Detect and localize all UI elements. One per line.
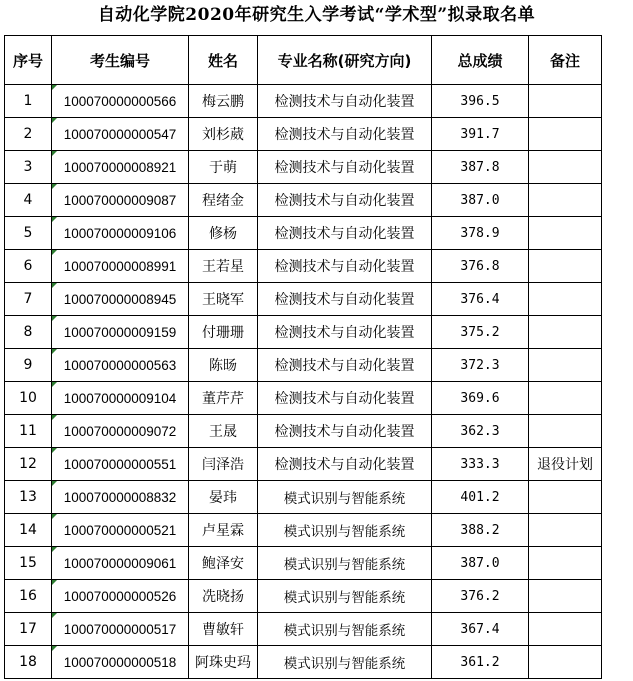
- cell-note: [529, 481, 602, 514]
- table-row: [5, 151, 602, 184]
- cell-name: 卢星霖: [189, 514, 258, 547]
- cell-note: [529, 217, 602, 250]
- cell-major: 模式识别与智能系统: [258, 514, 432, 547]
- cell-note: [529, 382, 602, 415]
- header-score: 总成绩: [432, 36, 529, 85]
- cell-name: 梅云鹏: [189, 85, 258, 118]
- table-row: [5, 349, 602, 382]
- cell-no: 10: [5, 382, 52, 415]
- cell-name: 王晟: [189, 415, 258, 448]
- table-row: [5, 514, 602, 547]
- cell-major: 检测技术与自动化装置: [258, 184, 432, 217]
- table-row: [5, 481, 602, 514]
- cell-score: 376.2: [432, 580, 529, 613]
- cell-no: 14: [5, 514, 52, 547]
- cell-no: 11: [5, 415, 52, 448]
- cell-exam-id: 100070000000526: [52, 580, 189, 613]
- cell-name: 冼晓扬: [189, 580, 258, 613]
- cell-exam-id: 100070000008921: [52, 151, 189, 184]
- header-row: [5, 36, 602, 85]
- cell-score: 376.4: [432, 283, 529, 316]
- cell-note: [529, 250, 602, 283]
- cell-major: 检测技术与自动化装置: [258, 415, 432, 448]
- cell-no: 16: [5, 580, 52, 613]
- cell-exam-id: 100070000009072: [52, 415, 189, 448]
- cell-score: 387.0: [432, 184, 529, 217]
- cell-score: 362.3: [432, 415, 529, 448]
- cell-exam-id: 100070000000521: [52, 514, 189, 547]
- cell-note: [529, 85, 602, 118]
- cell-name: 陈旸: [189, 349, 258, 382]
- table-row: [5, 448, 602, 481]
- cell-no: 5: [5, 217, 52, 250]
- table-row: [5, 415, 602, 448]
- cell-name: 程绪金: [189, 184, 258, 217]
- cell-no: 3: [5, 151, 52, 184]
- cell-name: 于萌: [189, 151, 258, 184]
- table-row: [5, 316, 602, 349]
- cell-name: 董芹芹: [189, 382, 258, 415]
- cell-no: 18: [5, 646, 52, 679]
- table-row: [5, 613, 602, 646]
- cell-exam-id: 100070000000566: [52, 85, 189, 118]
- cell-major: 检测技术与自动化装置: [258, 118, 432, 151]
- cell-name: 王晓军: [189, 283, 258, 316]
- cell-exam-id: 100070000000517: [52, 613, 189, 646]
- cell-no: 8: [5, 316, 52, 349]
- cell-note: [529, 184, 602, 217]
- table-row: [5, 646, 602, 679]
- cell-note: [529, 349, 602, 382]
- page-title: 自动化学院2020年研究生入学考试“学术型”拟录取名单: [97, 5, 536, 25]
- cell-score: 378.9: [432, 217, 529, 250]
- cell-major: 检测技术与自动化装置: [258, 151, 432, 184]
- cell-score: 372.3: [432, 349, 529, 382]
- cell-major: 模式识别与智能系统: [258, 481, 432, 514]
- cell-exam-id: 100070000000563: [52, 349, 189, 382]
- cell-exam-id: 100070000008945: [52, 283, 189, 316]
- cell-name: 刘杉葳: [189, 118, 258, 151]
- cell-no: 15: [5, 547, 52, 580]
- cell-note: [529, 547, 602, 580]
- table-row: [5, 85, 602, 118]
- cell-score: 391.7: [432, 118, 529, 151]
- cell-exam-id: 100070000000547: [52, 118, 189, 151]
- table-row: [5, 184, 602, 217]
- cell-no: 1: [5, 85, 52, 118]
- cell-score: 367.4: [432, 613, 529, 646]
- cell-major: 检测技术与自动化装置: [258, 349, 432, 382]
- header-major: 专业名称(研究方向): [258, 36, 432, 85]
- cell-note: [529, 415, 602, 448]
- cell-major: 检测技术与自动化装置: [258, 217, 432, 250]
- cell-note: [529, 646, 602, 679]
- cell-major: 检测技术与自动化装置: [258, 250, 432, 283]
- header-exam-id: 考生编号: [52, 36, 189, 85]
- cell-exam-id: 100070000008991: [52, 250, 189, 283]
- cell-major: 检测技术与自动化装置: [258, 85, 432, 118]
- cell-score: 388.2: [432, 514, 529, 547]
- cell-note: [529, 580, 602, 613]
- table-row: [5, 250, 602, 283]
- header-note: 备注: [529, 36, 602, 85]
- cell-note: [529, 118, 602, 151]
- cell-no: 6: [5, 250, 52, 283]
- cell-major: 检测技术与自动化装置: [258, 316, 432, 349]
- header-name: 姓名: [189, 36, 258, 85]
- cell-no: 12: [5, 448, 52, 481]
- cell-exam-id: 100070000009087: [52, 184, 189, 217]
- cell-major: 模式识别与智能系统: [258, 580, 432, 613]
- cell-score: 401.2: [432, 481, 529, 514]
- cell-note: [529, 316, 602, 349]
- table-row: [5, 118, 602, 151]
- header-no: 序号: [5, 36, 52, 85]
- cell-exam-id: 100070000000551: [52, 448, 189, 481]
- cell-exam-id: 100070000008832: [52, 481, 189, 514]
- cell-score: 333.3: [432, 448, 529, 481]
- table-row: [5, 547, 602, 580]
- cell-no: 7: [5, 283, 52, 316]
- cell-exam-id: 100070000009061: [52, 547, 189, 580]
- cell-name: 阿珠史玛: [189, 646, 258, 679]
- table-row: [5, 217, 602, 250]
- cell-score: 369.6: [432, 382, 529, 415]
- cell-no: 17: [5, 613, 52, 646]
- cell-name: 晏玮: [189, 481, 258, 514]
- cell-score: 387.8: [432, 151, 529, 184]
- cell-score: 376.8: [432, 250, 529, 283]
- cell-score: 375.2: [432, 316, 529, 349]
- cell-no: 13: [5, 481, 52, 514]
- cell-major: 检测技术与自动化装置: [258, 448, 432, 481]
- cell-major: 检测技术与自动化装置: [258, 382, 432, 415]
- cell-name: 王若星: [189, 250, 258, 283]
- cell-name: 曹敏轩: [189, 613, 258, 646]
- table-row: [5, 382, 602, 415]
- cell-major: 模式识别与智能系统: [258, 547, 432, 580]
- table-row: [5, 580, 602, 613]
- table-row: [5, 283, 602, 316]
- cell-note: [529, 514, 602, 547]
- cell-note: [529, 613, 602, 646]
- cell-major: 模式识别与智能系统: [258, 646, 432, 679]
- cell-major: 模式识别与智能系统: [258, 613, 432, 646]
- cell-exam-id: 100070000009106: [52, 217, 189, 250]
- cell-name: 付珊珊: [189, 316, 258, 349]
- cell-major: 检测技术与自动化装置: [258, 283, 432, 316]
- cell-score: 387.0: [432, 547, 529, 580]
- cell-name: 闫泽浩: [189, 448, 258, 481]
- cell-note: [529, 283, 602, 316]
- cell-exam-id: 100070000000518: [52, 646, 189, 679]
- cell-score: 361.2: [432, 646, 529, 679]
- cell-name: 鲍泽安: [189, 547, 258, 580]
- cell-note: [529, 151, 602, 184]
- cell-exam-id: 100070000009159: [52, 316, 189, 349]
- cell-name: 修杨: [189, 217, 258, 250]
- cell-no: 4: [5, 184, 52, 217]
- cell-exam-id: 100070000009104: [52, 382, 189, 415]
- cell-no: 2: [5, 118, 52, 151]
- cell-no: 9: [5, 349, 52, 382]
- cell-score: 396.5: [432, 85, 529, 118]
- cell-note: 退役计划: [529, 448, 602, 481]
- admission-list-table: [4, 35, 602, 679]
